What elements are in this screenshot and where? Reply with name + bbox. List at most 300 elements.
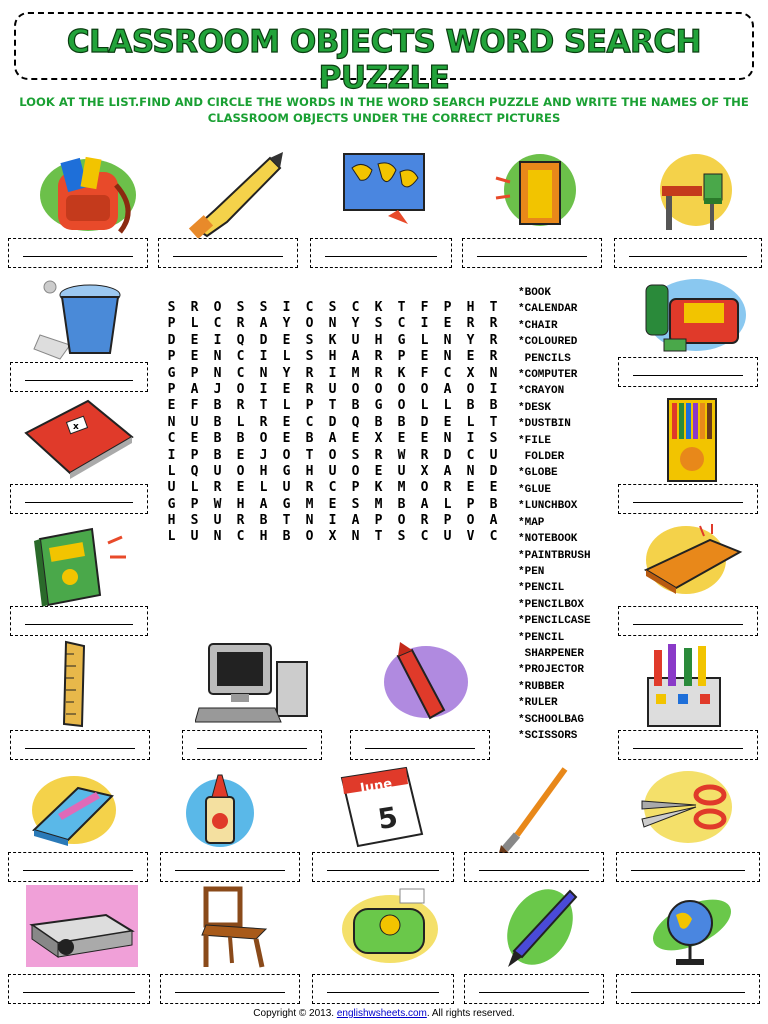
grid-letter[interactable]: P	[374, 513, 383, 529]
grid-letter[interactable]: N	[213, 349, 222, 365]
grid-letter[interactable]: T	[489, 300, 498, 315]
grid-letter[interactable]: Y	[466, 332, 475, 348]
grid-letter[interactable]: D	[328, 414, 337, 430]
grid-letter[interactable]: R	[374, 349, 383, 365]
word-list-item: *SCHOOLBAG	[518, 713, 585, 726]
grid-letter[interactable]: U	[351, 332, 360, 348]
grid-letter[interactable]: W	[213, 496, 222, 512]
grid-letter[interactable]: U	[282, 480, 291, 496]
answer-box[interactable]	[8, 974, 150, 1004]
grid-letter[interactable]: L	[236, 414, 245, 430]
grid-letter[interactable]: N	[213, 529, 222, 545]
grid-letter[interactable]: T	[305, 447, 314, 463]
grid-letter[interactable]: A	[259, 496, 268, 512]
grid-letter[interactable]: X	[328, 529, 337, 545]
grid-letter[interactable]: X	[420, 463, 429, 479]
grid-letter[interactable]: D	[420, 414, 429, 430]
answer-box[interactable]	[310, 238, 452, 268]
answer-box[interactable]	[614, 238, 762, 268]
grid-letter[interactable]: E	[420, 431, 429, 447]
answer-box[interactable]	[618, 484, 758, 514]
grid-letter[interactable]: P	[190, 496, 199, 512]
answer-box[interactable]	[618, 606, 758, 636]
grid-letter[interactable]: O	[397, 381, 406, 397]
answer-box[interactable]	[464, 974, 604, 1004]
grid-letter[interactable]: B	[259, 513, 268, 529]
grid-letter[interactable]: F	[190, 398, 199, 414]
grid-letter[interactable]: C	[466, 447, 475, 463]
grid-letter[interactable]: P	[305, 398, 314, 414]
grid-letter[interactable]: C	[489, 529, 498, 545]
grid-letter[interactable]: B	[374, 414, 383, 430]
grid-row	[160, 333, 505, 349]
grid-letter[interactable]: S	[167, 300, 176, 315]
grid-letter[interactable]: P	[167, 316, 176, 332]
grid-letter[interactable]: N	[443, 349, 452, 365]
site-link[interactable]: englishwsheets.com	[336, 1008, 427, 1019]
grid-letter[interactable]: E	[236, 480, 245, 496]
grid-letter[interactable]: C	[305, 300, 314, 315]
word-list-item: *GLUE	[518, 483, 552, 496]
answer-box[interactable]	[464, 852, 604, 882]
answer-box[interactable]	[10, 606, 148, 636]
grid-letter[interactable]: O	[420, 480, 429, 496]
grid-letter[interactable]: O	[374, 381, 383, 397]
grid-letter[interactable]: A	[420, 496, 429, 512]
grid-letter[interactable]: L	[443, 496, 452, 512]
grid-letter[interactable]: K	[328, 332, 337, 348]
grid-letter[interactable]: U	[328, 381, 337, 397]
grid-letter[interactable]: H	[328, 349, 337, 365]
calendar-icon	[336, 762, 430, 852]
grid-letter[interactable]: B	[213, 431, 222, 447]
grid-letter[interactable]: R	[236, 398, 245, 414]
word-list-item: *LUNCHBOX	[518, 500, 578, 513]
grid-letter[interactable]: P	[167, 349, 176, 365]
grid-letter[interactable]: C	[305, 414, 314, 430]
grid-letter[interactable]: N	[351, 529, 360, 545]
grid-letter[interactable]: R	[443, 480, 452, 496]
crayon-icon	[378, 640, 470, 725]
grid-letter[interactable]: R	[420, 513, 429, 529]
grid-letter[interactable]: E	[489, 480, 498, 496]
grid-letter[interactable]: P	[190, 365, 199, 381]
grid-letter[interactable]: N	[213, 365, 222, 381]
answer-box[interactable]	[616, 974, 760, 1004]
grid-letter[interactable]: L	[190, 480, 199, 496]
grid-letter[interactable]: E	[466, 480, 475, 496]
grid-letter[interactable]: L	[190, 316, 199, 332]
grid-letter[interactable]: U	[443, 529, 452, 545]
grid-letter[interactable]: E	[351, 431, 360, 447]
pencilcase-icon	[340, 885, 440, 970]
grid-letter[interactable]: O	[328, 447, 337, 463]
answer-box[interactable]	[8, 852, 148, 882]
grid-letter[interactable]: B	[489, 398, 498, 414]
grid-letter[interactable]: R	[489, 332, 498, 348]
desk-icon	[652, 150, 742, 240]
grid-letter[interactable]: R	[420, 447, 429, 463]
grid-letter[interactable]: N	[466, 463, 475, 479]
grid-letter[interactable]: E	[167, 398, 176, 414]
grid-letter[interactable]: L	[282, 398, 291, 414]
answer-box[interactable]	[160, 852, 300, 882]
paintbrush-icon	[495, 765, 575, 853]
grid-letter[interactable]: A	[351, 513, 360, 529]
grid-letter[interactable]: O	[466, 381, 475, 397]
grid-letter[interactable]: P	[351, 480, 360, 496]
grid-row	[160, 448, 505, 464]
grid-letter[interactable]: O	[213, 300, 222, 315]
grid-letter[interactable]: B	[466, 398, 475, 414]
grid-row	[160, 497, 505, 513]
grid-letter[interactable]: F	[420, 300, 429, 315]
grid-letter[interactable]: I	[328, 513, 337, 529]
word-list-item: *PEN	[518, 565, 545, 578]
grid-letter[interactable]: E	[190, 431, 199, 447]
grid-letter[interactable]: S	[236, 300, 245, 315]
pencil-sharpener-icon	[492, 148, 582, 233]
schoolbag-icon	[28, 150, 138, 235]
grid-letter[interactable]: G	[282, 463, 291, 479]
grid-letter[interactable]: A	[190, 381, 199, 397]
grid-letter[interactable]: Q	[190, 463, 199, 479]
word-list-item: *PAINTBRUSH	[518, 549, 591, 562]
grid-letter[interactable]: P	[443, 513, 452, 529]
grid-letter[interactable]: K	[397, 365, 406, 381]
grid-letter[interactable]: O	[259, 431, 268, 447]
grid-letter[interactable]: U	[397, 463, 406, 479]
grid-letter[interactable]: W	[397, 447, 406, 463]
grid-letter[interactable]: O	[351, 381, 360, 397]
projector-icon	[26, 885, 138, 967]
grid-letter[interactable]: T	[259, 398, 268, 414]
grid-row	[160, 464, 505, 480]
grid-letter[interactable]: N	[443, 431, 452, 447]
grid-letter[interactable]: F	[420, 365, 429, 381]
grid-letter[interactable]: I	[328, 365, 337, 381]
grid-letter[interactable]: R	[374, 447, 383, 463]
grid-letter[interactable]: P	[466, 496, 475, 512]
grid-letter[interactable]: C	[236, 349, 245, 365]
grid-letter[interactable]: E	[420, 349, 429, 365]
grid-letter[interactable]: P	[190, 447, 199, 463]
grid-letter[interactable]: A	[443, 463, 452, 479]
grid-letter[interactable]: I	[466, 431, 475, 447]
grid-letter[interactable]: D	[167, 332, 176, 348]
grid-letter[interactable]: H	[374, 332, 383, 348]
grid-letter[interactable]: C	[167, 431, 176, 447]
grid-letter[interactable]: I	[259, 381, 268, 397]
grid-letter[interactable]: Q	[351, 414, 360, 430]
grid-letter[interactable]: E	[190, 332, 199, 348]
grid-letter[interactable]: X	[466, 365, 475, 381]
grid-letter[interactable]: R	[213, 480, 222, 496]
grid-letter[interactable]: U	[328, 463, 337, 479]
grid-letter[interactable]: R	[259, 414, 268, 430]
grid-letter[interactable]: U	[190, 529, 199, 545]
grid-letter[interactable]: R	[466, 316, 475, 332]
grid-letter[interactable]: E	[190, 349, 199, 365]
answer-box[interactable]	[158, 238, 298, 268]
grid-letter[interactable]: T	[397, 300, 406, 315]
word-list-item: *DESK	[518, 401, 552, 414]
footer	[0, 1008, 768, 1019]
answer-box[interactable]	[618, 357, 758, 387]
answer-box[interactable]	[10, 484, 148, 514]
grid-letter[interactable]: S	[397, 529, 406, 545]
grid-letter[interactable]: B	[236, 431, 245, 447]
grid-letter[interactable]: H	[259, 463, 268, 479]
grid-letter[interactable]: E	[466, 349, 475, 365]
word-list-item: *NOTEBOOK	[518, 533, 578, 546]
lunchbox-icon	[636, 275, 746, 360]
grid-letter[interactable]: L	[420, 398, 429, 414]
pencil-icon	[185, 150, 285, 238]
answer-box[interactable]	[182, 730, 322, 760]
grid-letter[interactable]: K	[374, 300, 383, 315]
grid-letter[interactable]: C	[236, 365, 245, 381]
grid-letter[interactable]: E	[374, 463, 383, 479]
grid-letter[interactable]: O	[351, 463, 360, 479]
grid-letter[interactable]: O	[420, 381, 429, 397]
grid-letter[interactable]: U	[167, 480, 176, 496]
grid-letter[interactable]: M	[351, 365, 360, 381]
grid-letter[interactable]: S	[374, 316, 383, 332]
grid-row	[160, 513, 505, 529]
grid-letter[interactable]: Y	[282, 365, 291, 381]
grid-letter[interactable]: G	[397, 332, 406, 348]
grid-letter[interactable]: P	[443, 300, 452, 315]
grid-letter[interactable]: B	[397, 496, 406, 512]
grid-letter[interactable]: R	[236, 513, 245, 529]
grid-letter[interactable]: O	[236, 381, 245, 397]
grid-letter[interactable]: B	[397, 414, 406, 430]
grid-letter[interactable]: I	[489, 381, 498, 397]
word-list-item: *PENCILCASE	[518, 615, 591, 628]
grid-letter[interactable]: E	[443, 316, 452, 332]
grid-letter[interactable]: V	[466, 529, 475, 545]
grid-letter[interactable]: C	[213, 316, 222, 332]
answer-box[interactable]	[8, 238, 148, 268]
grid-row	[160, 300, 505, 316]
grid-letter[interactable]: S	[351, 447, 360, 463]
grid-letter[interactable]: X	[374, 431, 383, 447]
grid-letter[interactable]: A	[259, 316, 268, 332]
grid-letter[interactable]: T	[489, 414, 498, 430]
grid-letter[interactable]: H	[466, 300, 475, 315]
grid-letter[interactable]: P	[167, 381, 176, 397]
grid-letter[interactable]: R	[190, 300, 199, 315]
grid-letter[interactable]: U	[190, 414, 199, 430]
word-list-item: *CRAYON	[518, 385, 565, 398]
word-list-item: *DUSTBIN	[518, 418, 571, 431]
grid-letter[interactable]: M	[397, 480, 406, 496]
grid-letter[interactable]: L	[259, 480, 268, 496]
grid-row	[160, 382, 505, 398]
grid-letter[interactable]: D	[443, 447, 452, 463]
answer-box[interactable]	[616, 852, 760, 882]
answer-box[interactable]	[462, 238, 602, 268]
grid-letter[interactable]: D	[259, 332, 268, 348]
pen-icon	[500, 885, 580, 970]
grid-letter[interactable]: B	[351, 398, 360, 414]
grid-letter[interactable]: S	[305, 349, 314, 365]
grid-letter[interactable]: E	[282, 381, 291, 397]
answer-box[interactable]	[312, 974, 454, 1004]
answer-box[interactable]	[160, 974, 300, 1004]
grid-letter[interactable]: O	[305, 316, 314, 332]
grid-letter[interactable]: A	[328, 431, 337, 447]
grid-letter[interactable]: I	[420, 316, 429, 332]
grid-letter[interactable]: E	[282, 431, 291, 447]
grid-letter[interactable]: L	[466, 414, 475, 430]
grid-letter[interactable]: L	[420, 332, 429, 348]
grid-letter[interactable]: M	[374, 496, 383, 512]
grid-letter[interactable]: R	[489, 349, 498, 365]
grid-letter[interactable]: E	[282, 414, 291, 430]
word-list-item: *FILE	[518, 434, 552, 447]
grid-row	[160, 431, 505, 447]
grid-letter[interactable]: H	[305, 463, 314, 479]
grid-letter[interactable]: O	[466, 513, 475, 529]
grid-letter[interactable]: C	[397, 316, 406, 332]
grid-letter[interactable]: S	[305, 332, 314, 348]
grid-letter[interactable]: R	[305, 381, 314, 397]
file-folder-icon	[640, 520, 744, 605]
grid-letter[interactable]: O	[397, 513, 406, 529]
grid-letter[interactable]: T	[282, 513, 291, 529]
grid-letter[interactable]: G	[374, 398, 383, 414]
grid-letter[interactable]: R	[305, 480, 314, 496]
calendar-month: June	[359, 776, 394, 797]
grid-letter[interactable]: B	[213, 398, 222, 414]
word-list-item: *COLOURED	[518, 336, 578, 349]
grid-letter[interactable]: E	[443, 414, 452, 430]
word-list-item: *MAP	[518, 516, 545, 529]
grid-letter[interactable]: N	[305, 513, 314, 529]
grid-letter[interactable]: G	[167, 365, 176, 381]
coloured-pencils-icon	[664, 395, 720, 485]
grid-letter[interactable]: M	[305, 496, 314, 512]
glue-icon	[180, 765, 260, 850]
grid-letter[interactable]: J	[213, 381, 222, 397]
grid-letter[interactable]: Y	[351, 316, 360, 332]
grid-letter[interactable]: U	[213, 513, 222, 529]
grid-letter[interactable]: N	[489, 365, 498, 381]
grid-letter[interactable]: I	[259, 349, 268, 365]
grid-letter[interactable]: B	[213, 447, 222, 463]
word-list-item: *CHAIR	[518, 319, 558, 332]
map-icon	[338, 148, 430, 228]
answer-box[interactable]	[312, 852, 454, 882]
grid-letter[interactable]: O	[397, 398, 406, 414]
grid-letter[interactable]: S	[328, 300, 337, 315]
grid-letter[interactable]: O	[305, 529, 314, 545]
grid-letter[interactable]: L	[443, 398, 452, 414]
grid-letter[interactable]: R	[489, 316, 498, 332]
grid-letter[interactable]: U	[489, 447, 498, 463]
grid-letter[interactable]: G	[167, 496, 176, 512]
grid-letter[interactable]: B	[213, 414, 222, 430]
grid-letter[interactable]: H	[167, 513, 176, 529]
grid-letter[interactable]: C	[420, 529, 429, 545]
grid-letter[interactable]: L	[167, 529, 176, 545]
grid-letter[interactable]: I	[213, 332, 222, 348]
answer-box[interactable]	[10, 730, 150, 760]
grid-letter[interactable]: S	[489, 431, 498, 447]
grid-letter[interactable]: C	[328, 480, 337, 496]
grid-letter[interactable]: N	[167, 414, 176, 430]
word-search-grid	[160, 300, 505, 546]
grid-letter[interactable]: E	[397, 431, 406, 447]
grid-row	[160, 529, 505, 545]
grid-letter[interactable]: E	[282, 332, 291, 348]
answer-box[interactable]	[618, 730, 758, 760]
grid-letter[interactable]: O	[236, 463, 245, 479]
grid-letter[interactable]: S	[351, 496, 360, 512]
grid-letter[interactable]: C	[236, 529, 245, 545]
grid-letter[interactable]: N	[259, 365, 268, 381]
grid-letter[interactable]: H	[259, 529, 268, 545]
grid-letter[interactable]: C	[443, 365, 452, 381]
grid-letter[interactable]: I	[167, 447, 176, 463]
word-list-item: *SCISSORS	[518, 729, 578, 742]
grid-letter[interactable]: S	[190, 513, 199, 529]
grid-letter[interactable]: G	[282, 496, 291, 512]
word-list-item: FOLDER	[518, 451, 565, 464]
ruler-icon	[60, 640, 90, 728]
grid-letter[interactable]: N	[443, 332, 452, 348]
grid-letter[interactable]: N	[328, 316, 337, 332]
grid-letter[interactable]: C	[351, 300, 360, 315]
grid-letter[interactable]: L	[167, 463, 176, 479]
grid-letter[interactable]: I	[282, 300, 291, 315]
grid-letter[interactable]: Q	[236, 332, 245, 348]
grid-letter[interactable]: O	[282, 447, 291, 463]
grid-letter[interactable]: R	[236, 316, 245, 332]
grid-letter[interactable]: B	[305, 431, 314, 447]
grid-row	[160, 398, 505, 414]
grid-letter[interactable]: B	[489, 496, 498, 512]
grid-letter[interactable]: A	[489, 513, 498, 529]
grid-letter[interactable]: K	[374, 480, 383, 496]
grid-letter[interactable]: E	[236, 447, 245, 463]
grid-letter[interactable]: L	[282, 349, 291, 365]
grid-letter[interactable]: P	[397, 349, 406, 365]
answer-box[interactable]	[350, 730, 490, 760]
grid-letter[interactable]: A	[443, 381, 452, 397]
grid-letter[interactable]: S	[259, 300, 268, 315]
grid-letter[interactable]: Y	[282, 316, 291, 332]
grid-letter[interactable]: D	[489, 463, 498, 479]
grid-letter[interactable]: T	[374, 529, 383, 545]
grid-letter[interactable]: H	[236, 496, 245, 512]
answer-box[interactable]	[10, 362, 148, 392]
grid-letter[interactable]: E	[328, 496, 337, 512]
grid-letter[interactable]: J	[259, 447, 268, 463]
grid-row	[160, 480, 505, 496]
instructions: LOOK AT THE LIST.FIND AND CIRCLE THE WORDS IN THE WORD SEARCH PUZZLE AND WRITE THE NAMES OF THE CLASSROOM OBJECTS UNDER THE CORRECT PICTURES	[19, 95, 749, 125]
grid-letter[interactable]: R	[374, 365, 383, 381]
grid-letter[interactable]: U	[213, 463, 222, 479]
grid-row	[160, 366, 505, 382]
grid-letter[interactable]: R	[305, 365, 314, 381]
grid-letter[interactable]: T	[328, 398, 337, 414]
grid-letter[interactable]: A	[351, 349, 360, 365]
word-list-item: *CALENDAR	[518, 303, 578, 316]
grid-letter[interactable]: B	[282, 529, 291, 545]
